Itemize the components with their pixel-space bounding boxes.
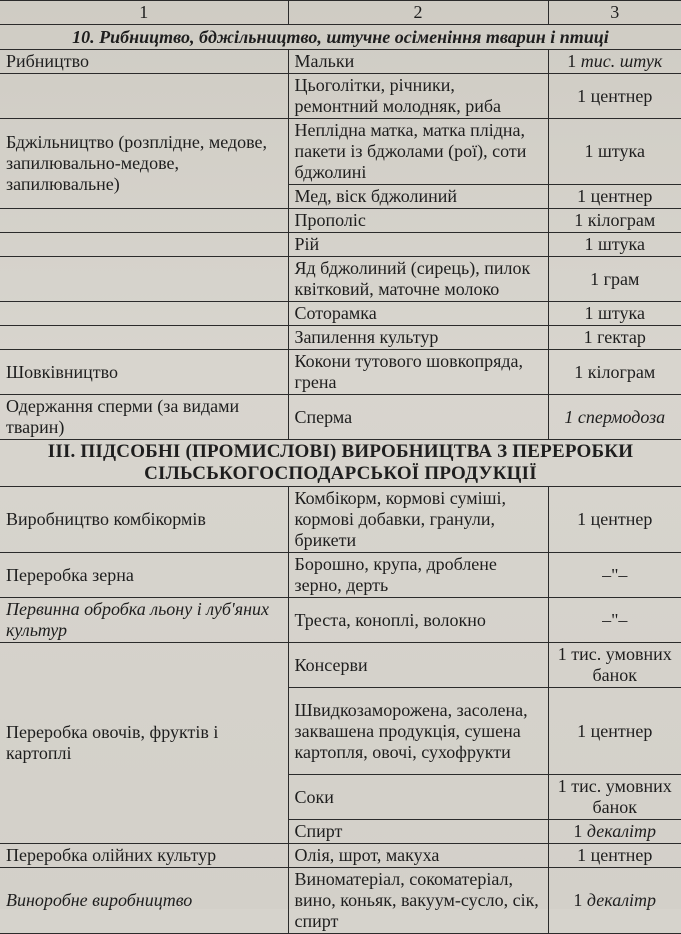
product-name: Неплідна матка, матка плідна, пакети із бджолами (рої), соти бджолині <box>288 119 548 185</box>
table-row <box>0 844 681 868</box>
product-name: Цьоголітки, річники, ремонтний молодняк, риба <box>288 74 548 119</box>
table-row <box>0 326 681 350</box>
unit-cell: 1 штука <box>548 302 681 326</box>
table-row <box>0 74 681 119</box>
product-name: Олія, шрот, макуха <box>288 844 548 868</box>
unit-cell: 1 центнер <box>548 487 681 553</box>
unit-text: тис. штук <box>580 51 663 71</box>
table-row <box>0 119 681 185</box>
product-name: Яд бджолиний (сирець), пилок квітковий, маточне молоко <box>288 257 548 302</box>
unit-cell: 1 центнер <box>548 688 681 775</box>
activity-name: Переробка олійних культур <box>0 844 288 868</box>
col-1-number: 1 <box>0 1 288 25</box>
product-name: Консерви <box>288 643 548 688</box>
table-row <box>0 302 681 326</box>
unit-cell: 1 тис. умовних банок <box>548 775 681 820</box>
activity-name: Переробка зерна <box>0 553 288 598</box>
activity-name: Одержання сперми (за видами тварин) <box>0 395 288 440</box>
activity-name: Переробка овочів, фруктів і картоплі <box>0 643 288 844</box>
unit-cell: 1 гектар <box>548 326 681 350</box>
unit-cell <box>548 50 681 74</box>
unit-text: декалітр <box>586 821 657 841</box>
unit-cell: 1 центнер <box>548 185 681 209</box>
table-row <box>0 643 681 688</box>
product-name: Прополіс <box>288 209 548 233</box>
product-name: Запилення культур <box>288 326 548 350</box>
section-3-title-line-2: СІЛЬСЬКОГОСПОДАРСЬКОЇ ПРОДУКЦІЇ <box>144 463 537 484</box>
activity-name-continued <box>0 257 288 302</box>
table-row <box>0 50 681 74</box>
unit-cell: 1 штука <box>548 233 681 257</box>
table-row <box>0 209 681 233</box>
unit-number: 1 <box>573 890 583 910</box>
product-name: Виноматеріал, сокоматеріал, вино, коньяк, вакуум-сусло, сік, спирт <box>288 868 548 934</box>
product-name: Швидкозаморожена, засолена, заквашена продукція, сушена картопля, овочі, сухофрукти <box>288 688 548 775</box>
activity-name-continued <box>0 209 288 233</box>
product-name: Соки <box>288 775 548 820</box>
activity-name: Бджільництво (розплідне, медове, запилювально-медове, запилювальне) <box>0 119 288 209</box>
table-row <box>0 395 681 440</box>
activity-name: Рибництво <box>0 50 288 74</box>
unit-cell: 1 кілограм <box>548 209 681 233</box>
section-10-title: 10. Рибництво, бджільництво, штучне осіменіння тварин і птиці <box>0 25 681 50</box>
section-10-heading-row <box>0 25 681 50</box>
activity-name-continued <box>0 302 288 326</box>
product-name: Борошно, крупа, дроблене зерно, дерть <box>288 553 548 598</box>
section-3-title-line-1: ІІІ. ПІДСОБНІ (ПРОМИСЛОВІ) ВИРОБНИЦТВА З ПЕРЕРОБКИ <box>47 441 634 462</box>
product-name: Сперма <box>288 395 548 440</box>
column-number-row <box>0 1 681 25</box>
section-3-heading-row <box>0 440 681 487</box>
unit-cell: 1 центнер <box>548 844 681 868</box>
unit-cell: 1 центнер <box>548 74 681 119</box>
activity-name-continued <box>0 74 288 119</box>
unit-number: 1 <box>573 821 583 841</box>
product-name: Треста, коноплі, волокно <box>288 598 548 643</box>
activity-name: Шовківництво <box>0 350 288 395</box>
product-name: Комбікорм, кормові суміші, кормові добавки, гранули, брикети <box>288 487 548 553</box>
product-name: Соторамка <box>288 302 548 326</box>
unit-cell: 1 кілограм <box>548 350 681 395</box>
table-row <box>0 350 681 395</box>
activity-name: Виробництво комбікормів <box>0 487 288 553</box>
table-row <box>0 487 681 553</box>
col-2-number: 2 <box>288 1 548 25</box>
unit-cell <box>548 868 681 934</box>
product-name: Мед, віск бджолиний <box>288 185 548 209</box>
unit-cell: 1 спермодоза <box>548 395 681 440</box>
activity-name: Виноробне виробництво <box>0 868 288 934</box>
unit-cell: 1 штука <box>548 119 681 185</box>
col-3-number: 3 <box>548 1 681 25</box>
product-name: Кокони тутового шовкопряда, грена <box>288 350 548 395</box>
activity-name-continued <box>0 326 288 350</box>
unit-number: 1 <box>567 51 577 71</box>
product-name: Мальки <box>288 50 548 74</box>
table-row <box>0 553 681 598</box>
unit-cell: 1 тис. умовних банок <box>548 643 681 688</box>
unit-cell: 1 грам <box>548 257 681 302</box>
section-3-title <box>0 440 681 487</box>
unit-cell: –"– <box>548 553 681 598</box>
activity-name-continued <box>0 233 288 257</box>
table-row <box>0 598 681 643</box>
unit-cell: –"– <box>548 598 681 643</box>
product-name: Спирт <box>288 820 548 844</box>
table-row <box>0 257 681 302</box>
table-row <box>0 868 681 934</box>
unit-cell <box>548 820 681 844</box>
product-name: Рій <box>288 233 548 257</box>
table-row <box>0 233 681 257</box>
activity-name: Первинна обробка льону і луб'яних культур <box>0 598 288 643</box>
unit-text: декалітр <box>586 890 657 910</box>
